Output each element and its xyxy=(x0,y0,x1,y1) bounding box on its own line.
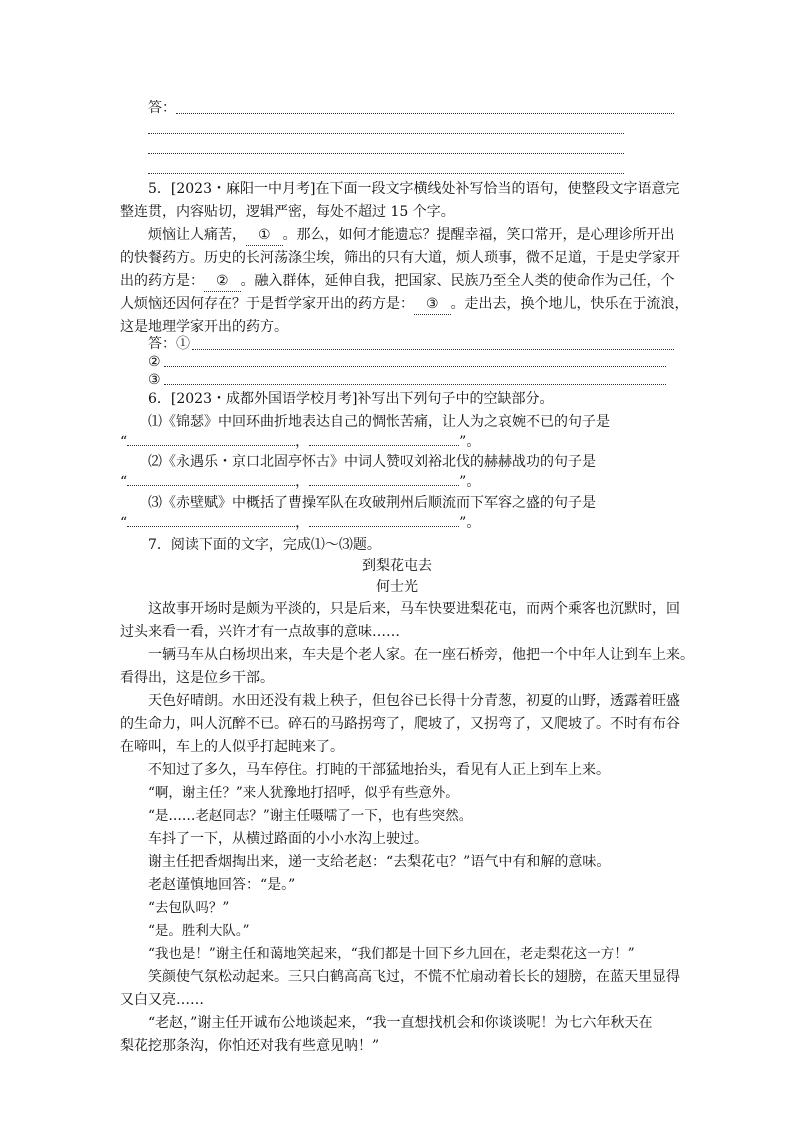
story-line: 一辆马车从白杨坝出来，车夫是个老人家。在一座石桥旁，他把一个中年人让到车上来。 xyxy=(148,647,694,663)
q5-answer-1-label: 答：① xyxy=(148,336,190,352)
open-quote: “ xyxy=(120,515,128,531)
q5-text: 。那么，如何才能遗忘？提醒幸福，笑口常开，是心理诊所开出 xyxy=(282,227,675,243)
q5-answer-3-label: ③ xyxy=(148,372,161,388)
story-line: 过头来看一看，兴许才有一点故事的意味…… xyxy=(120,624,400,640)
q5-text: 。融入群体，延伸自我，把国家、民族乃至全人类的使命作为己任，个 xyxy=(240,273,675,289)
q6-item-2-blanks xyxy=(120,472,480,492)
story-line: 的生命力，叫人沉醉不已。碎石的马路拐弯了，爬坡了，又拐弯了，又爬坡了。不时有布谷 xyxy=(120,716,680,732)
open-quote: “ xyxy=(120,474,128,490)
story-line: “去包队吗？” xyxy=(148,900,230,916)
story-line: “是……老赵同志？”谢主任嗫嚅了一下，也有些突然。 xyxy=(148,808,473,824)
story-line: 这故事开场时是颇为平淡的，只是后来，马车快要进梨花屯，而两个乘客也沉默时，回 xyxy=(148,601,680,617)
q6-item-1-blanks xyxy=(120,432,480,452)
story-title: 到梨花屯去 xyxy=(362,558,432,574)
answer-line-2 xyxy=(148,133,624,134)
comma: ， xyxy=(295,515,310,531)
q5-blank-2[interactable] xyxy=(204,271,241,292)
comma: ， xyxy=(295,474,310,490)
q6-item-3-blank-a[interactable] xyxy=(127,514,295,527)
story-line: 梨花挖那条沟，你怕还对我有些意见呐！” xyxy=(120,1038,380,1054)
story-line: 又白又亮…… xyxy=(120,992,204,1008)
q6-item-3-blanks xyxy=(120,513,480,533)
q5-text: 烦恼让人痛苦， xyxy=(148,227,246,243)
q5-heading: 5．[2023・麻阳一中月考]在下面一段文字横线处补写恰当的语句，使整段文字语意完 xyxy=(148,181,680,197)
story-line: 车抖了一下，从横过路面的小小水沟上驶过。 xyxy=(148,831,428,847)
story-line: 老赵谨慎地回答：“是。” xyxy=(148,877,296,893)
close-quote: ”。 xyxy=(459,515,481,531)
story-line: “啊，谢主任？”来人犹豫地打招呼，似乎有些意外。 xyxy=(148,785,459,801)
q6-item-3-blank-b[interactable] xyxy=(309,514,459,527)
story-line: 笑颜使气氛松动起来。三只白鹤高高飞过，不慌不忙扇动着长长的翅膀，在蓝天里显得 xyxy=(148,969,680,985)
story-line: “我也是！”谢主任和蔼地笑起来，“我们都是十回下乡九回在，老走梨花这一方！” xyxy=(148,946,635,962)
story-line: 天色好晴朗。水田还没有栽上秧子，但包谷已长得十分青葱，初夏的山野，透露着旺盛 xyxy=(148,693,680,709)
open-quote: “ xyxy=(120,434,128,450)
answer-line-4 xyxy=(148,173,624,174)
q6-item-2-blank-a[interactable] xyxy=(127,473,295,486)
story-line: 看得出，这是位乡干部。 xyxy=(120,670,274,686)
story-author: 何士光 xyxy=(376,579,418,595)
q5-para-line-5: 这是地理学家开出的药方。 xyxy=(120,319,288,335)
q5-answer-3-line[interactable] xyxy=(164,384,666,385)
q5-text: 出的药方是： xyxy=(120,273,204,289)
answer-line-1 xyxy=(176,113,674,114)
story-line: “老赵，”谢主任开诚布公地谈起来，“我一直想找机会和你谈谈呢！为七六年秋天在 xyxy=(148,1015,653,1031)
q5-blank-1-label: ① xyxy=(258,227,271,243)
q5-heading-cont: 整连贯，内容贴切，逻辑严密，每处不超过 15 个字。 xyxy=(120,204,455,220)
q7-heading: 7．阅读下面的文字，完成⑴～⑶题。 xyxy=(148,537,381,553)
q5-para-line-3 xyxy=(120,271,675,292)
q5-answer-2-label: ② xyxy=(148,354,161,370)
q6-item-2-blank-b[interactable] xyxy=(309,473,459,486)
story-line: 不知过了多久，马车停住。打盹的干部猛地抬头，看见有人正上到车上来。 xyxy=(148,762,610,778)
close-quote: ”。 xyxy=(459,434,481,450)
q5-blank-3-label: ③ xyxy=(426,296,439,312)
comma: ， xyxy=(295,434,310,450)
q5-para-line-1 xyxy=(148,225,675,246)
q5-blank-2-label: ② xyxy=(216,273,229,289)
q5-answer-2-line[interactable] xyxy=(164,366,666,367)
close-quote: ”。 xyxy=(459,474,481,490)
q5-text: 人烦恼还因何存在？于是哲学家开出的药方是： xyxy=(120,296,414,312)
answer-line-3 xyxy=(148,153,624,154)
q6-item-1-blank-a[interactable] xyxy=(127,433,295,446)
q5-text: 。走出去，换个地儿，快乐在于流浪， xyxy=(450,296,689,312)
q5-para-line-2: 的快餐药方。历史的长河荡涤尘埃，筛出的只有大道，烦人琐事，微不足道，于是史学家开 xyxy=(120,250,680,266)
answer-label: 答： xyxy=(148,100,176,116)
story-line: 在啼叫，车上的人似乎打起盹来了。 xyxy=(120,739,344,755)
q5-blank-1[interactable] xyxy=(246,225,283,246)
story-line: 谢主任把香烟掏出来，递一支给老赵：“去梨花屯？”语气中有和解的意味。 xyxy=(148,854,611,870)
q6-item-3: ⑶《赤壁赋》中概括了曹操军队在攻破荆州后顺流而下军容之盛的句子是 xyxy=(148,495,596,511)
q6-item-1: ⑴《锦瑟》中回环曲折地表达自己的惆怅苦痛，让人为之哀婉不已的句子是 xyxy=(148,414,610,430)
q5-blank-3[interactable] xyxy=(414,294,451,315)
q6-item-1-blank-b[interactable] xyxy=(309,433,459,446)
q6-heading: 6．[2023・成都外国语学校月考]补写出下列句子中的空缺部分。 xyxy=(148,391,554,407)
q5-para-line-4 xyxy=(120,294,689,315)
q6-item-2: ⑵《永遇乐・京口北固亭怀古》中词人赞叹刘裕北伐的赫赫战功的句子是 xyxy=(148,454,596,470)
story-line: “是。胜利大队。” xyxy=(148,923,250,939)
q5-answer-1-line[interactable] xyxy=(192,349,674,350)
